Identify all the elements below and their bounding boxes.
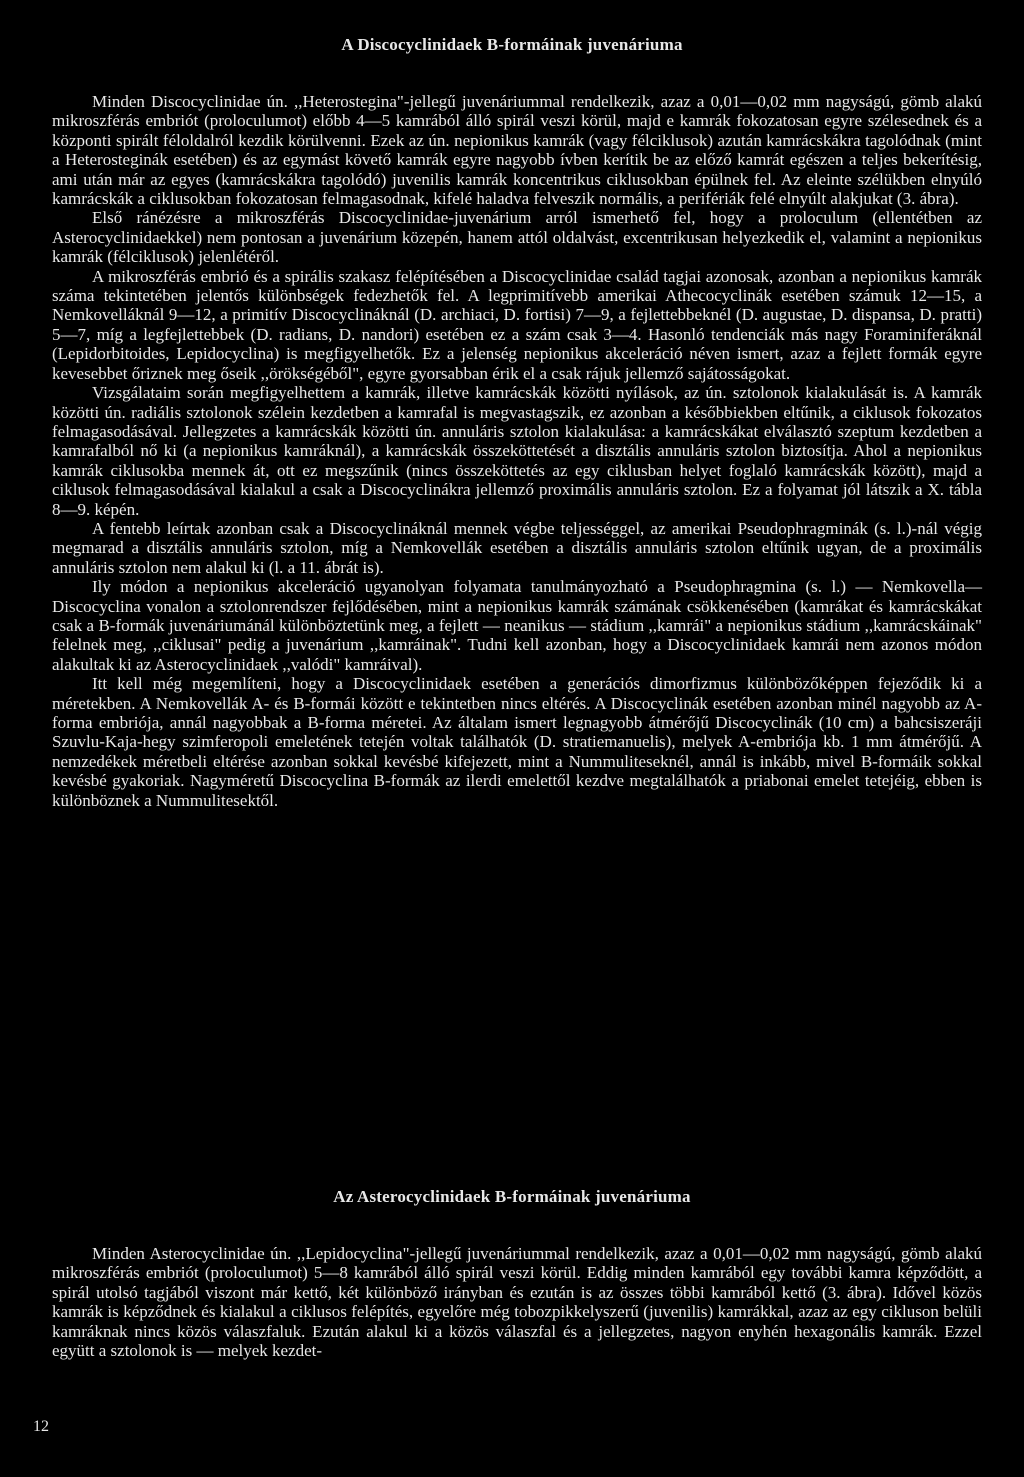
paragraph: Minden Asterocyclinidae ún. ,,Lepidocyclina"-jellegű juvenáriummal rendelkezik, azaz a 0,01—0,02 mm nagyságú, gömb alakú mikroszférás embriót (proloculumot) 5—8 kamrából álló spirál veszi körül. Eddig minden kamrából egy további kamra képződött, a spirál utolsó tagjából viszont már kettő, két különböző irányban és ezután is az összes többi kamrából kettő (3. ábra). Idővel közös kamrák is képződnek és kialakul a ciklusos felépítés, egyelőre még tobozpikkelyszerű (juvenilis) kamrákkal, azaz az egy cikluson belüli kamráknak nincs közös válaszfaluk. Ezután alakul ki a közös válaszfal és a jellegzetes, nagyon enyhén hexagonális kamrák. Ezzel együtt a sztolonok is — melyek kezdet- xyxy=(52,1244,982,1361)
section-heading-asterocyclinidae: Az Asterocyclinidaek B-formáinak juvenáriuma xyxy=(333,1187,691,1206)
section-heading-discocyclinidae: A Discocyclinidaek B-formáinak juvenáriuma xyxy=(341,35,683,54)
page-number: 12 xyxy=(33,1418,49,1435)
paragraph: Minden Discocyclinidae ún. ,,Heterostegina"-jellegű juvenáriummal rendelkezik, azaz a 0,01—0,02 mm nagyságú, gömb alakú mikroszférás embriót (proloculumot) előbb 4—5 kamrából álló spirál veszi körül, majd e kamrák fokozatosan egyre szélesednek és a központi spirált féloldalról kezdik körülvenni. Ezek az ún. nepionikus kamrák (vagy félciklusok) azután kamrácskákra tagolódnak (mint a Heterosteginák esetében) és az egymást követő kamrák egyre nagyobb ívben kerítik be az előző kamrát egészen a teljes bekerítésig, ami után már az egyes (kamrácskákra tagolódó) juvenilis kamrák koncentrikus ciklusokban épülnek fel. Az eleinte szélükben elnyúló kamrácskák a ciklusokban fokozatosan felmagasodnak, kifelé haladva felveszik normális, a perifériák felé elnyúlt alakjukat (3. ábra). xyxy=(52,92,982,209)
paragraph: Ily módon a nepionikus akceleráció ugyanolyan folyamata tanulmányozható a Pseudophragmina (s. l.) — Nemkovella—Discocyclina vonalon a sztolonrendszer fejlődésében, mint a nepionikus kamrák számának csökkenésében (kamrákat és kamrácskákat csak a B-formák juvenáriumánál különböztetünk meg, a fejlett — neanikus — stádium ,,kamrái" a nepionikus stádium ,,kamrácskáinak" felelnek meg, ,,ciklusai" pedig a juvenárium ,,kamráinak". Tudni kell azonban, hogy a Discocyclinidaek kamrái nem azonos módon alakultak ki az Asterocyclinidaek ,,valódi" kamráival). xyxy=(52,577,982,674)
section-discocyclinidae-body xyxy=(52,92,982,810)
paragraph: Itt kell még megemlíteni, hogy a Discocyclinidaek esetében a generációs dimorfizmus különbözőképpen fejeződik ki a méretekben. A Nemkovellák A- és B-formái között e tekintetben nincs eltérés. A Discocyclinák esetében azonban minél nagyobb az A-forma embriója, annál nagyobbak a B-forma méretei. Az általam ismert legnagyobb átmérőjű Discocyclinák (10 cm) a bahcsiszeráji Szuvlu-Kaja-hegy szimferopoli emeletének tetején voltak találhatók (D. stratiemanuelis), melyek A-embriója kb. 1 mm átmérőjű. A nemzedékek méretbeli eltérése azonban sokkal kevésbé kifejezett, mint a Nummuliteseknél, annál is inkább, mivel B-formáik sokkal kevésbé gyakoriak. Nagyméretű Discocyclina B-formák az ilerdi emelettől kezdve megtalálhatók a priabonai emelet tetejéig, ebben is különböznek a Nummulitesektől. xyxy=(52,674,982,810)
paragraph: A fentebb leírtak azonban csak a Discocyclináknál mennek végbe teljességgel, az amerikai Pseudophragminák (s. l.)-nál végig megmarad a disztális annuláris sztolon, míg a Nemkovellák esetében a disztális annuláris sztolon eltűnik ugyan, de a proximális annuláris sztolon nem alakul ki (l. a 11. ábrát is). xyxy=(52,518,982,577)
paragraph: A mikroszférás embrió és a spirális szakasz felépítésében a Discocyclinidae család tagjai azonosak, azonban a nepionikus kamrák száma tekintetében jelentős különbségek fedezhetők fel. A legprimitívebb amerikai Athecocyclinák esetében számuk 12—15, a Nemkovelláknál 9—12, a primitív Discocyclináknál (D. archiaci, D. fortisi) 7—9, a fejlettebbeknél (D. augustae, D. dispansa, D. pratti) 5—7, míg a legfejlettebbek (D. radians, D. nandori) esetében ez a szám csak 3—4. Hasonló tendenciák más nagy Foraminiferáknál (Lepidorbitoides, Lepidocyclina) is megfigyelhetők. Ez a jelenség nepionikus akceleráció néven ismert, azaz a fejlett formák egyre kevesebbet őriznek meg őseik ,,örökségéből", egyre gyorsabban érik el a csak rájuk jellemző sajátosságokat. xyxy=(52,266,982,383)
paragraph: Első ránézésre a mikroszférás Discocyclinidae-juvenárium arról ismerhető fel, hogy a proloculum (ellentétben az Asterocyclinidaekkel) nem pontosan a juvenárium közepén, hanem attól oldalvást, excentrikusan helyezkedik el, valamint a nepionikus kamrák (félciklusok) jelenlétéről. xyxy=(52,208,982,267)
section-asterocyclinidae-body xyxy=(52,1244,982,1360)
paragraph: Vizsgálataim során megfigyelhettem a kamrák, illetve kamrácskák közötti nyílások, az ún. sztolonok kialakulását is. A kamrák közötti ún. radiális sztolonok szélein kezdetben a kamrafal is megvastagszik, ez azonban a későbbiekben eltűnik, a ciklusok fokozatos felmagasodásával. Jellegzetes a kamrácskák közötti ún. annuláris sztolon kialakulása: a kamrácskákat elválasztó szeptum kezdetben a kamrafalból nő ki (a nepionikus kamráknál), a kamrácskák összeköttetését a disztális annuláris sztolon biztosítja. Ahol a nepionikus kamrák ciklusokba mennek át, ott ez megszűnik (nincs összeköttetés az egy ciklusban helyet foglaló kamrácskák között), majd a ciklusok felmagasodásával kialakul a csak a Discocyclinákra jellemző proximális annuláris sztolon. Ez a folyamat jól látszik a X. tábla 8—9. képén. xyxy=(52,383,982,519)
